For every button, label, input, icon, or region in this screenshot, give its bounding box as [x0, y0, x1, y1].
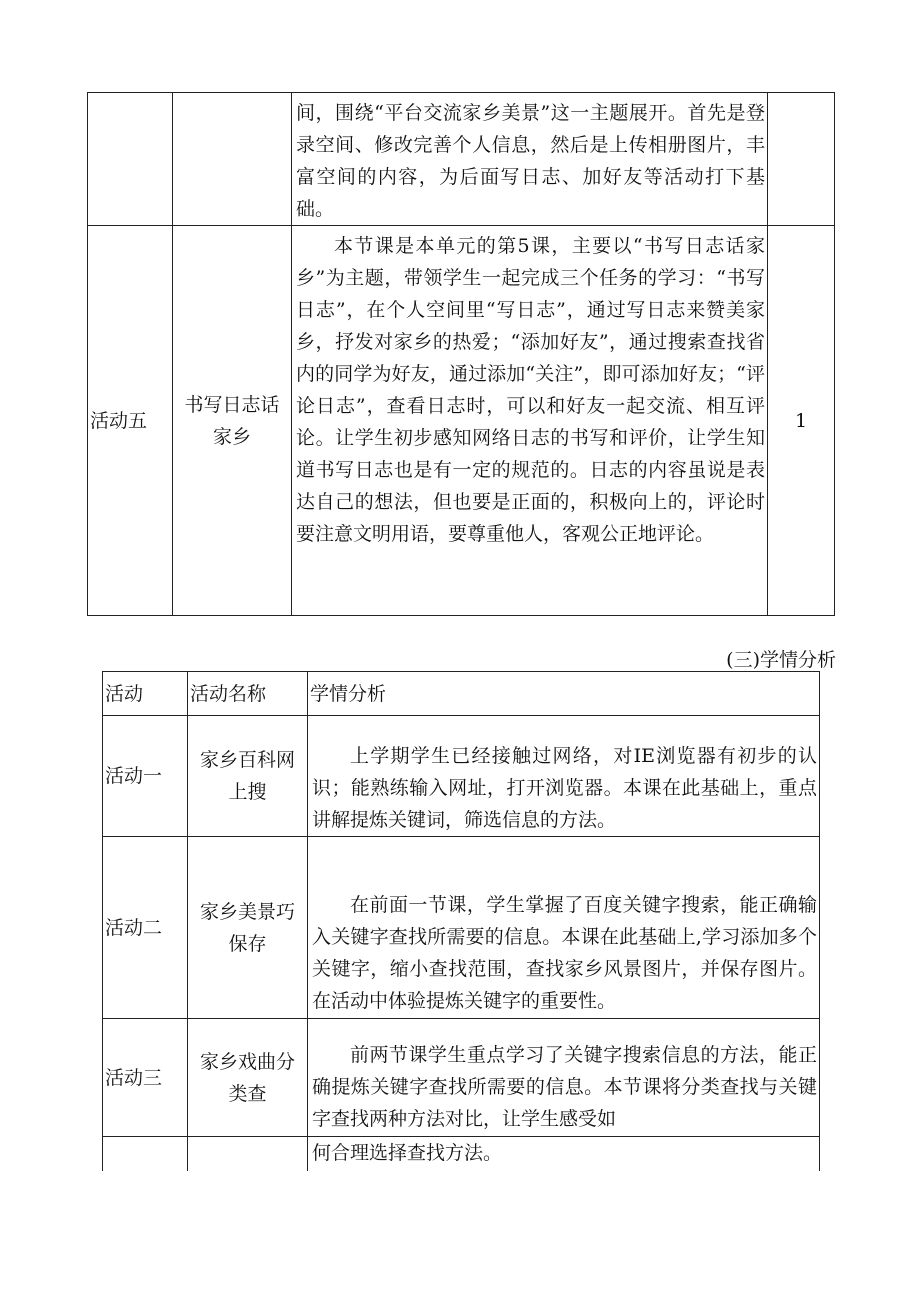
activity-name-cell: 书写日志话家乡	[173, 226, 292, 616]
activity-cell: 活动三	[103, 1019, 188, 1137]
activity-content-table	[87, 92, 835, 616]
table-row	[103, 1137, 820, 1171]
activity-name-cell: 家乡美景巧保存	[188, 837, 308, 1019]
header-activity-name: 活动名称	[188, 672, 308, 716]
learning-analysis-table	[102, 671, 820, 1171]
analysis-cell: 上学期学生已经接触过网络，对IE浏览器有初步的认识；能熟练输入网址，打开浏览器。本课在此基础上，重点讲解提炼关键词，筛选信息的方法。	[308, 716, 820, 837]
hours-cell	[768, 93, 835, 226]
table-row	[103, 837, 820, 1019]
analysis-cell: 何合理选择查找方法。	[308, 1137, 820, 1171]
header-activity: 活动	[103, 672, 188, 716]
content-cell: 间，围绕“平台交流家乡美景”这一主题展开。首先是登录空间、修改完善个人信息，然后是上传相册图片，丰富空间的内容，为后面写日志、加好友等活动打下基础。	[292, 93, 768, 226]
activity-cell	[88, 93, 173, 226]
activity-name-cell	[188, 1137, 308, 1171]
table-row	[103, 1019, 820, 1137]
analysis-cell: 在前面一节课，学生掌握了百度关键字搜索，能正确输入关键字查找所需要的信息。本课在此基础上,学习添加多个关键字，缩小查找范围，查找家乡风景图片，并保存图片。在活动中体验提炼关键字的重要性。	[308, 837, 820, 1019]
table-row	[103, 716, 820, 837]
activity-name-cell: 家乡百科网上搜	[188, 716, 308, 837]
activity-cell: 活动二	[103, 837, 188, 1019]
activity-name-cell: 家乡戏曲分类查	[188, 1019, 308, 1137]
activity-cell: 活动一	[103, 716, 188, 837]
table-row	[88, 226, 835, 616]
analysis-cell: 前两节课学生重点学习了关键字搜索信息的方法，能正确提炼关键字查找所需要的信息。本节课将分类查找与关键字查找两种方法对比，让学生感受如	[308, 1019, 820, 1137]
activity-cell	[103, 1137, 188, 1171]
table-row	[88, 93, 835, 226]
activity-name-cell	[173, 93, 292, 226]
activity-cell: 活动五	[88, 226, 173, 616]
header-analysis: 学情分析	[308, 672, 820, 716]
hours-cell: 1	[768, 226, 835, 616]
section-title: (三)学情分析	[726, 649, 836, 671]
content-cell: 本节课是本单元的第5课，主要以“书写日志话家乡”为主题，带领学生一起完成三个任务的学习：“书写日志”，在个人空间里“写日志”，通过写日志来赞美家乡，抒发对家乡的热爱；“添加好友”，通过搜索查找省内的同学为好友，通过添加“关注”，即可添加好友；“评论日志”，查看日志时，可以和好友一起交流、相互评论。让学生初步感知网络日志的书写和评价，让学生知道书写日志也是有一定的规范的。日志的内容虽说是表达自己的想法，但也要是正面的，积极向上的，评论时要注意文明用语，要尊重他人，客观公正地评论。	[292, 226, 768, 616]
table-header-row	[103, 672, 820, 716]
